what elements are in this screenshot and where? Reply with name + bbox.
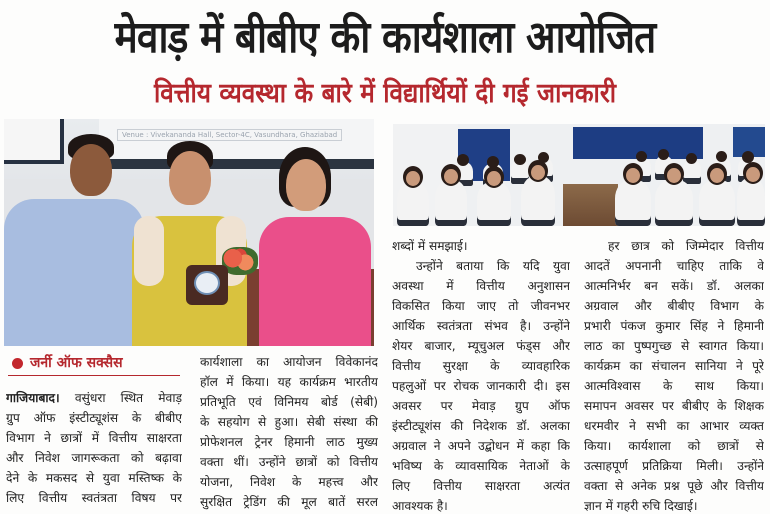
text-line: आदतें अपनानी चाहिए ताकि वे <box>584 259 764 273</box>
text-line: कार्यशाला का आयोजन विवेकानंद <box>200 355 378 369</box>
text-line: अग्रवाल और बीबीए विभाग के <box>584 299 764 313</box>
award-presentation-photo <box>4 119 374 346</box>
text-line: ज्ञान में गहरी रुचि दिखाई। <box>584 499 698 513</box>
screen-venue-text: Venue : Vivekananda Hall, Sector-4C, Vasundhara, Ghaziabad <box>117 129 342 141</box>
memento-plaque <box>186 265 228 305</box>
headline: मेवाड़ में बीबीए की कार्यशाला आयोजित <box>114 12 656 63</box>
text-line: और निवेश जागरूकता को बढ़ावा <box>6 451 182 465</box>
text-line: लाठ का पुष्पगुच्छ से स्वागत किया। <box>584 339 764 353</box>
text-line: आत्मविश्वास के साथ किया। <box>584 379 764 393</box>
text-line: समापन अवसर पर बीबीए के शिक्षक <box>584 399 764 413</box>
text-line: के सहयोग से हुआ। सेबी संस्था की <box>200 415 378 429</box>
text-line: प्रोफेशनल ट्रेनर हिमानी लाठ मुख्य <box>200 435 378 449</box>
text-line: प्रतिभूति एवं विनिमय बोर्ड (सेबी) <box>200 395 378 409</box>
text-line: देने के मकसद से युवा मस्तिष्क के <box>6 471 182 485</box>
person-woman-pink-saree <box>254 147 374 346</box>
text-line: शेयर बाजार, म्यूचुअल फंड्स और <box>392 339 570 353</box>
text-line: अवस्था में वित्तीय अनुशासन <box>392 279 570 293</box>
text-line: धरमवीर ने सभी का आभार व्यक्त <box>584 419 764 433</box>
article-column-1 <box>6 388 182 508</box>
text-line: सुरक्षित ट्रेडिंग की मूल बातें सरल <box>200 495 378 509</box>
dateline: गाजियाबाद। <box>6 391 60 405</box>
text-line: आर्थिक स्वतंत्रता संभव है। उन्होंने <box>392 319 570 333</box>
section-tag-label: जर्नी ऑफ सक्सैस <box>30 355 123 371</box>
text-line: योजना, निवेश के महत्त्व और <box>200 475 378 489</box>
text-line: इंस्टीट्यूशंस की निदेशक डॉ. अलका <box>392 419 570 433</box>
text-line: ग्रुप ऑफ इंस्टीट्यूशंस के बीबीए <box>6 411 182 425</box>
text-line: प्रभारी पंकज कुमार सिंह ने हिमानी <box>584 319 764 333</box>
text-line: उन्होंने बताया कि यदि युवा <box>416 259 570 273</box>
text-line: हॉल में किया। यह कार्यक्रम भारतीय <box>200 375 378 389</box>
text-line: हर छात्र को जिम्मेदार वित्तीय <box>608 239 764 253</box>
text-line: पहलुओं पर रोचक जानकारी दी। इस <box>392 379 570 393</box>
text-line: आवश्यक है। <box>392 499 448 513</box>
student-crowd <box>393 154 765 226</box>
subheadline: वित्तीय व्यवस्था के बारे में विद्यार्थियों दी गई जानकारी <box>153 78 617 109</box>
text-line: वक्ता थीं। उन्होंने छात्रों को वित्तीय <box>200 455 378 469</box>
article-column-3 <box>392 236 570 514</box>
text-line: अवसर पर मेवाड़ ग्रुप ऑफ <box>392 399 570 413</box>
article-column-4 <box>584 236 764 514</box>
text-line: लिए वित्तीय साक्षरता अत्यंत <box>392 479 570 493</box>
text-line: किया। कार्यशाला को छात्रों से <box>584 439 764 453</box>
section-tag <box>8 352 180 376</box>
text-line: भविष्य के व्यावसायिक नेताओं के <box>392 459 570 473</box>
text-line: अग्रवाल ने अपने उद्बोधन में कहा कि <box>392 439 570 453</box>
text-line: कार्यक्रम का संचालन सानिया ने पूरे <box>584 359 764 373</box>
text-line: विभाग ने छात्रों में वित्तीय साक्षरता <box>6 431 182 445</box>
students-audience-photo <box>393 124 765 226</box>
text-line: आत्मनिर्भर बन सकें। डॉ. अलका <box>584 279 764 293</box>
plaque-emblem-icon <box>194 271 220 295</box>
text-line: शब्दों में समझाई। <box>392 239 468 253</box>
person-woman-yellow-suit <box>124 141 254 346</box>
text-line: विकसित किया जाए तो जीवनभर <box>392 299 570 313</box>
text-line <box>6 388 182 408</box>
text-fragment: वसुंधरा स्थित मेवाड़ <box>59 391 182 405</box>
text-line: उत्साहपूर्ण प्रतिक्रिया मिली। उन्होंने <box>584 459 764 473</box>
article-column-2 <box>200 352 378 512</box>
text-line: वित्तीय सुरक्षा के व्यावहारिक <box>392 359 570 373</box>
text-line: लिए वित्तीय स्वतंत्रता विषय पर <box>6 491 182 505</box>
bullet-dot-icon <box>12 358 23 369</box>
text-line: वक्ता से अनेक प्रश्न पूछे और वित्तीय <box>584 479 764 493</box>
